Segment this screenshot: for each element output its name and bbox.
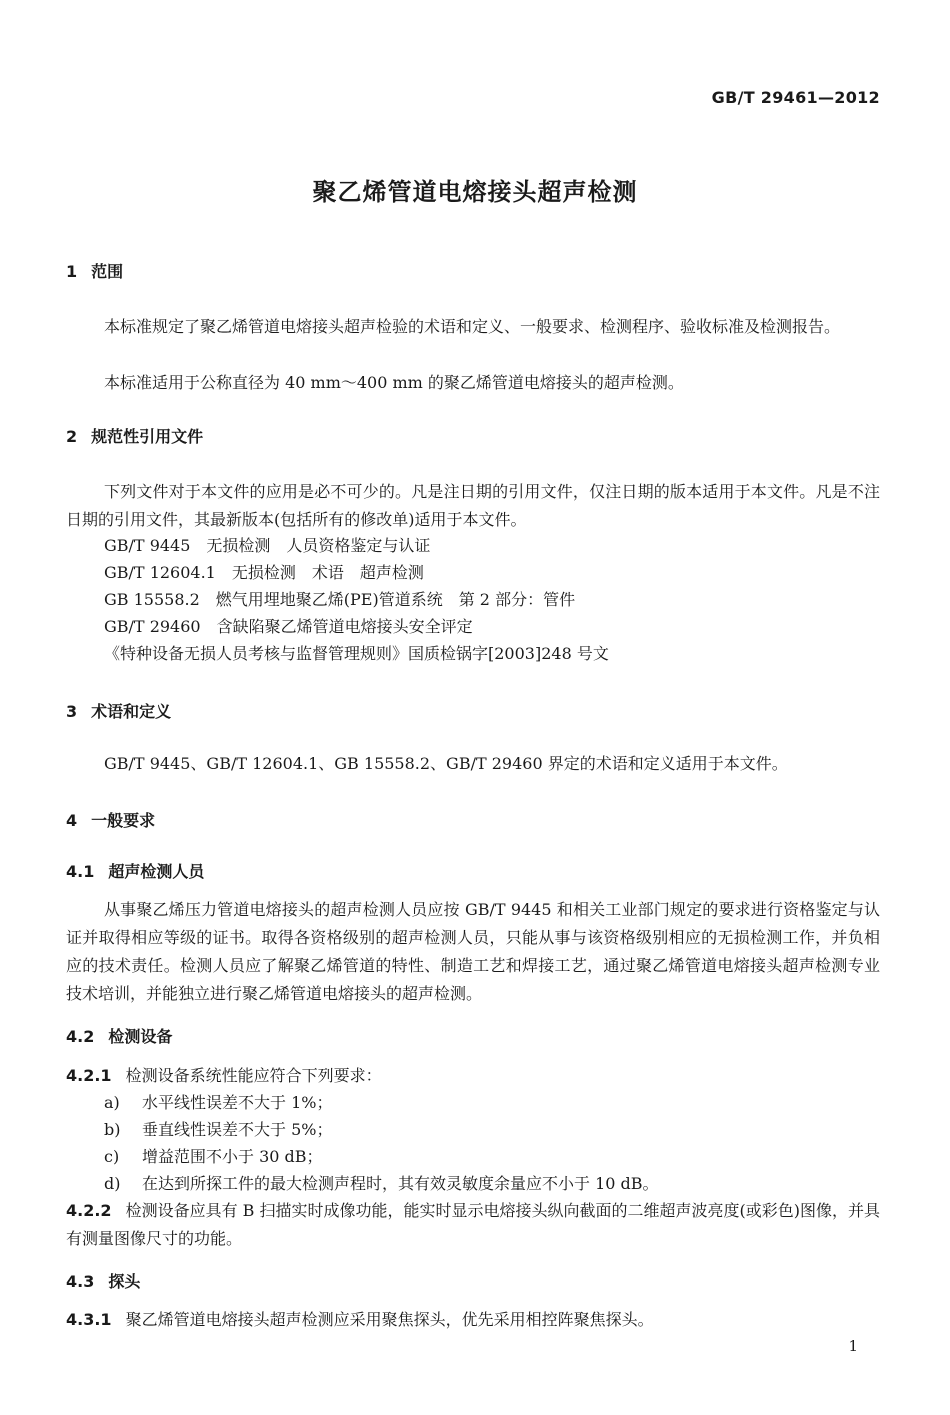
reference-item: GB/T 9445 无损检测 人员资格鉴定与认证 bbox=[104, 536, 431, 555]
section-4-heading bbox=[66, 808, 155, 831]
section-4-3-heading bbox=[66, 1269, 140, 1292]
clause-text: 检测设备应具有 B 扫描实时成像功能，能实时显示电熔接头纵向截面的二维超声波亮度(或彩色)图像，并具有测量图像尺寸的功能。 bbox=[66, 1201, 880, 1248]
section-number: 4 bbox=[66, 811, 78, 830]
document-title: 聚乙烯管道电熔接头超声检测 bbox=[312, 178, 638, 206]
list-item bbox=[104, 1170, 659, 1198]
section-3-heading bbox=[66, 699, 171, 722]
section-3-paragraph-1: GB/T 9445、GB/T 12604.1、GB 15558.2、GB/T 29460 界定的术语和定义适用于本文件。 bbox=[104, 754, 788, 773]
list-item-text: 垂直线性误差不大于 5%； bbox=[142, 1120, 333, 1139]
section-number: 4.2 bbox=[66, 1027, 95, 1046]
section-number: 2 bbox=[66, 427, 78, 446]
section-2-heading bbox=[66, 424, 203, 447]
section-title: 检测设备 bbox=[108, 1027, 173, 1046]
list-item-text: 水平线性误差不大于 1%； bbox=[142, 1093, 333, 1112]
section-2-paragraph-1: 下列文件对于本文件的应用是必不可少的。凡是注日期的引用文件，仅注日期的版本适用于本文件。凡是不注日期的引用文件，其最新版本(包括所有的修改单)适用于本文件。 bbox=[66, 482, 880, 529]
section-1-paragraph-1: 本标准规定了聚乙烯管道电熔接头超声检验的术语和定义、一般要求、检测程序、验收标准及检测报告。 bbox=[104, 317, 841, 336]
section-number: 1 bbox=[66, 262, 78, 281]
list-item bbox=[104, 1143, 323, 1171]
section-title: 术语和定义 bbox=[91, 702, 172, 721]
list-item-label: a) bbox=[104, 1093, 120, 1112]
section-4-1-heading bbox=[66, 859, 204, 882]
list-item-label: b) bbox=[104, 1120, 121, 1139]
section-title: 一般要求 bbox=[91, 811, 156, 830]
section-1-paragraph-2: 本标准适用于公称直径为 40 mm～400 mm 的聚乙烯管道电熔接头的超声检测。 bbox=[104, 373, 684, 392]
list-item bbox=[104, 1116, 332, 1144]
list-item-text: 在达到所探工件的最大检测声程时，其有效灵敏度余量应不小于 10 dB。 bbox=[142, 1174, 659, 1193]
section-number: 3 bbox=[66, 702, 78, 721]
section-title: 探头 bbox=[108, 1272, 141, 1291]
clause-number: 4.3.1 bbox=[66, 1310, 112, 1329]
reference-item: GB 15558.2 燃气用埋地聚乙烯(PE)管道系统 第 2 部分：管件 bbox=[104, 590, 576, 609]
clause-4-2-2 bbox=[66, 1197, 880, 1253]
list-item bbox=[104, 1089, 332, 1117]
clause-4-2-1 bbox=[66, 1062, 880, 1090]
list-item-label: d) bbox=[104, 1174, 121, 1193]
section-number: 4.1 bbox=[66, 862, 95, 881]
clause-text: 聚乙烯管道电熔接头超声检测应采用聚焦探头，优先采用相控阵聚焦探头。 bbox=[125, 1310, 654, 1329]
clause-text: 检测设备系统性能应符合下列要求： bbox=[125, 1066, 382, 1085]
reference-item: GB/T 12604.1 无损检测 术语 超声检测 bbox=[104, 563, 424, 582]
standard-code: GB/T 29461—2012 bbox=[711, 88, 880, 107]
reference-item: GB/T 29460 含缺陷聚乙烯管道电熔接头安全评定 bbox=[104, 617, 473, 636]
list-item-text: 增益范围不小于 30 dB； bbox=[142, 1147, 323, 1166]
section-1-heading bbox=[66, 259, 123, 282]
clause-number: 4.2.2 bbox=[66, 1201, 112, 1220]
section-title: 范围 bbox=[91, 262, 124, 281]
page-number: 1 bbox=[848, 1337, 858, 1355]
section-4-2-heading bbox=[66, 1024, 172, 1047]
section-title: 规范性引用文件 bbox=[91, 427, 204, 446]
clause-number: 4.2.1 bbox=[66, 1066, 112, 1085]
section-number: 4.3 bbox=[66, 1272, 95, 1291]
reference-item: 《特种设备无损人员考核与监督管理规则》国质检锅字[2003]248 号文 bbox=[104, 644, 609, 663]
list-item-label: c) bbox=[104, 1147, 120, 1166]
section-4-1-paragraph: 从事聚乙烯压力管道电熔接头的超声检测人员应按 GB/T 9445 和相关工业部门规定的要求进行资格鉴定与认证并取得相应等级的证书。取得各资格级别的超声检测人员，只能从事与该资格级别相应的无损检测工作，并负相应的技术责任。检测人员应了解聚乙烯管道的特性、制造工艺和焊接工艺，通过聚乙烯管道电熔接头超声检测专业技术培训，并能独立进行聚乙烯管道电熔接头的超声检测。 bbox=[66, 900, 880, 1003]
clause-4-3-1 bbox=[66, 1306, 880, 1334]
section-title: 超声检测人员 bbox=[108, 862, 205, 881]
